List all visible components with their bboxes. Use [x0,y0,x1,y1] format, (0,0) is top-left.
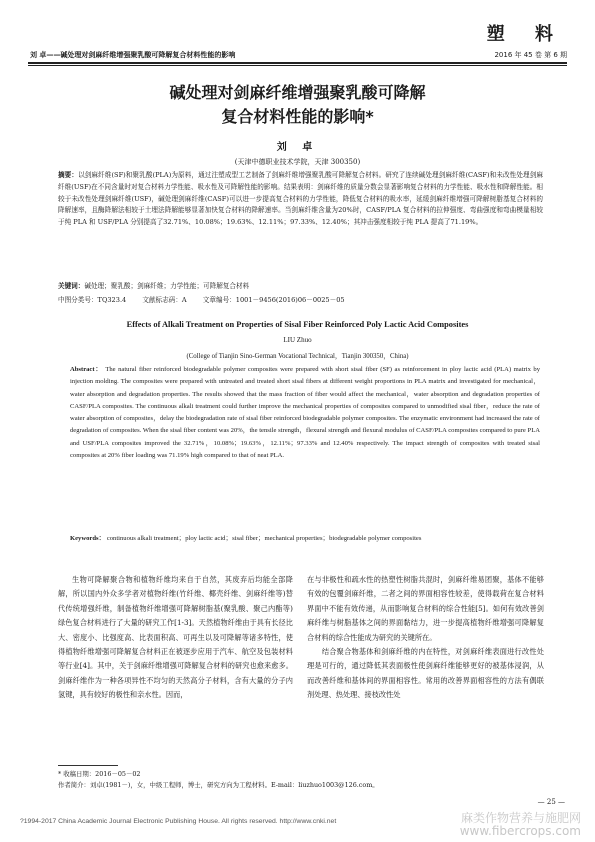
title-cn-line1: 碱处理对剑麻纤维增强聚乳酸可降解 [169,83,426,102]
affiliation-cn: (天津中德职业技术学院，天津 300350) [234,158,361,166]
clc-number: 中图分类号：TQ323.4 [58,296,127,304]
copyright-line: ?1994-2017 China Academic Journal Electronic Publishing House. All rights reserved. http://www.cnki.net [20,818,337,825]
article-number: 文章编号：1001－9456(2016)06－0025－05 [202,296,345,304]
header-rule [28,62,567,64]
footnote-received: * 收稿日期：2016－05－02 [58,770,141,778]
watermark [460,812,581,838]
keywords-en-label: Keywords： [70,535,106,542]
abstract-en-label: Abstract： [70,366,103,373]
abstract-en [70,364,540,462]
keywords-cn-text: 碱处理；聚乳酸；剑麻纤维；力学性能；可降解复合材料 [84,282,250,290]
classification-line [58,295,543,306]
body-column-left: 生物可降解聚合物和植物纤维均来自于自然，其废弃后均能全部降解，所以国内外众多学者对植物纤维(竹纤维、椰壳纤维、剑麻纤维等)替代传统增强纤维，制备植物纤维增强可降解树脂基(聚乳酸、聚己内酯等)绿色复合材料进行了大量的研究工作[1-3]。天然植物纤维由于具有长径比大、密度小、比强度高、比表面积高、可再生以及可降解等诸多特性，使得植物纤维增强可降解复合材料正在被逐步应用于汽车、航空及包装材料等行业[4]。其中，关于剑麻纤维增强可降解复合材料的研究也愈来愈多。剑麻纤维作为一种各项异性不均匀的天然高分子材料，含有大量的分子内氢键，具有较好的极性和亲水性。因而， [58,575,293,700]
keywords-en [70,533,540,544]
title-cn-line2: 复合材料性能的影响* [221,107,374,126]
body-column-right: 在与非极性和疏水性的热塑性树脂共混时，剑麻纤维易团聚，基体不能够有效的包覆剑麻纤维，二者之间的界面相容性较差，使得载荷在复合材料界面中不能有效传递，从而影响复合材料的综合性能[5]。如何有效改善剑麻纤维与树脂基体之间的界面黏结力，进一步提高植物纤维增强可降解复合材料的综合性能成为研究的关键所在。 结合聚合物基体和剑麻纤维的内在特性，对剑麻纤维表面进行改性处理是可行的，通过降低其表面极性使剑麻纤维能够更好的被基体浸润，从而改善纤维和基体间的界面相容性。常用的改善界面相容性的方法有偶联剂处理、热处理、接枝改性处 [307,575,544,700]
author-en: LIU Zhuo [283,336,312,344]
abstract-cn-label: 摘要： [58,171,79,179]
page-number: — 25 — [537,798,565,806]
running-header-issue: 2016 年 45 卷 第 6 期 [494,51,567,59]
journal-name: 塑 料 [486,24,565,45]
title-en: Effects of Alkali Treatment on Properties of Sisal Fiber Reinforced Poly Lactic Acid Composites [126,320,469,329]
author-cn: 刘 卓 [276,142,319,153]
running-header-title: 刘 卓——碱处理对剑麻纤维增强聚乳酸可降解复合材料性能的影响 [30,51,236,59]
abstract-en-text: The natural fiber reinforced biodegradable polymer composites were prepared with short sisal fiber (SF) as reinforcement in ploy lactic acid (PLA) matrix by injection molding. The composites were prepared with untreated and treated short sisal fibers at different weight proportions in PLA matrix and investigated for mechanical，water absorption and degradation properties. The results showed that the mass fraction of fiber would affect the mechanical，water absorption and degradation properties of CASF/PLA composites. The continuous alkali treatment could further improve the mechanical properties of composites compared to unmodified sisal fiber，reduce the rate of water absorption of composites，delay the biodegradation rate of sisal fiber reinforced biodegradable polymer composites. The enzymatic environment had increased the rate of degradation of composites. When the sisal fiber content was 20%，the tensile strength，flexural strength and flexural modulus of CASF/PLA composites compared to pure PLA and USF/PLA composites improved the 32.71%，10.08%；19.63%，12.11%；97.33% and 12.40% respectively. The impact strength of composites with treated sisal composites at 20% fiber loading was 71.19% high compared to that of neat PLA. [70,366,541,460]
footnote-rule [58,765,118,766]
keywords-cn [58,281,543,292]
abstract-cn [58,170,543,229]
header-rule-thin [28,65,567,66]
affiliation-en: (College of Tianjin Sino-German Vocational Technical，Tianjin 300350，China) [186,353,409,360]
watermark-line2: www.fibercrops.com [459,824,581,838]
footnote-author-info: 作者简介：刘卓(1981－)，女，中级工程师，博士，研究方向为工程材料。E-mail：liuzhuo1003@126.com。 [58,781,379,789]
abstract-cn-text: 以剑麻纤维(SF)和聚乳酸(PLA)为原料，通过注塑成型工艺制备了剑麻纤维增强聚乳酸可降解复合材料。研究了连续碱处理剑麻纤维(CASF)和未改性处理剑麻纤维(USF)在不同含量时对复合材料力学性能、吸水性及可降解性能的影响。结果表明：剑麻纤维的质量分数会显著影响复合材料的力学性能、吸水性和降解性能。相较于未改性处理剑麻纤维(USF)，碱处理剑麻纤维(CASF)可以进一步提高复合材料的力学性能，降低复合材料的吸水率，延缓剑麻纤维增强可降解树脂基复合材料的降解速率，且酶降解法相较于土埋法降解能够显著加快复合材料的降解速率。当剑麻纤维含量为20%时，CASF/PLA 复合材料的拉伸强度、弯曲强度和弯曲模量相较于纯 PLA 和 USF/PLA 分别提高了32.71%、10.08%；19.63%、12.11%；97.33%、12.40%；其冲击强度相较于纯 PLA 提高了71.19%。 [58,171,543,227]
document-code: 文献标志码：A [142,296,187,304]
keywords-en-text: continuous alkali treatment；ploy lactic acid；sisal fiber；mechanical properties；biodegradable polymer composites [106,535,422,542]
keywords-cn-label: 关键词： [58,282,85,290]
watermark-line1: 麻类作物营养与施肥网 [460,811,581,825]
